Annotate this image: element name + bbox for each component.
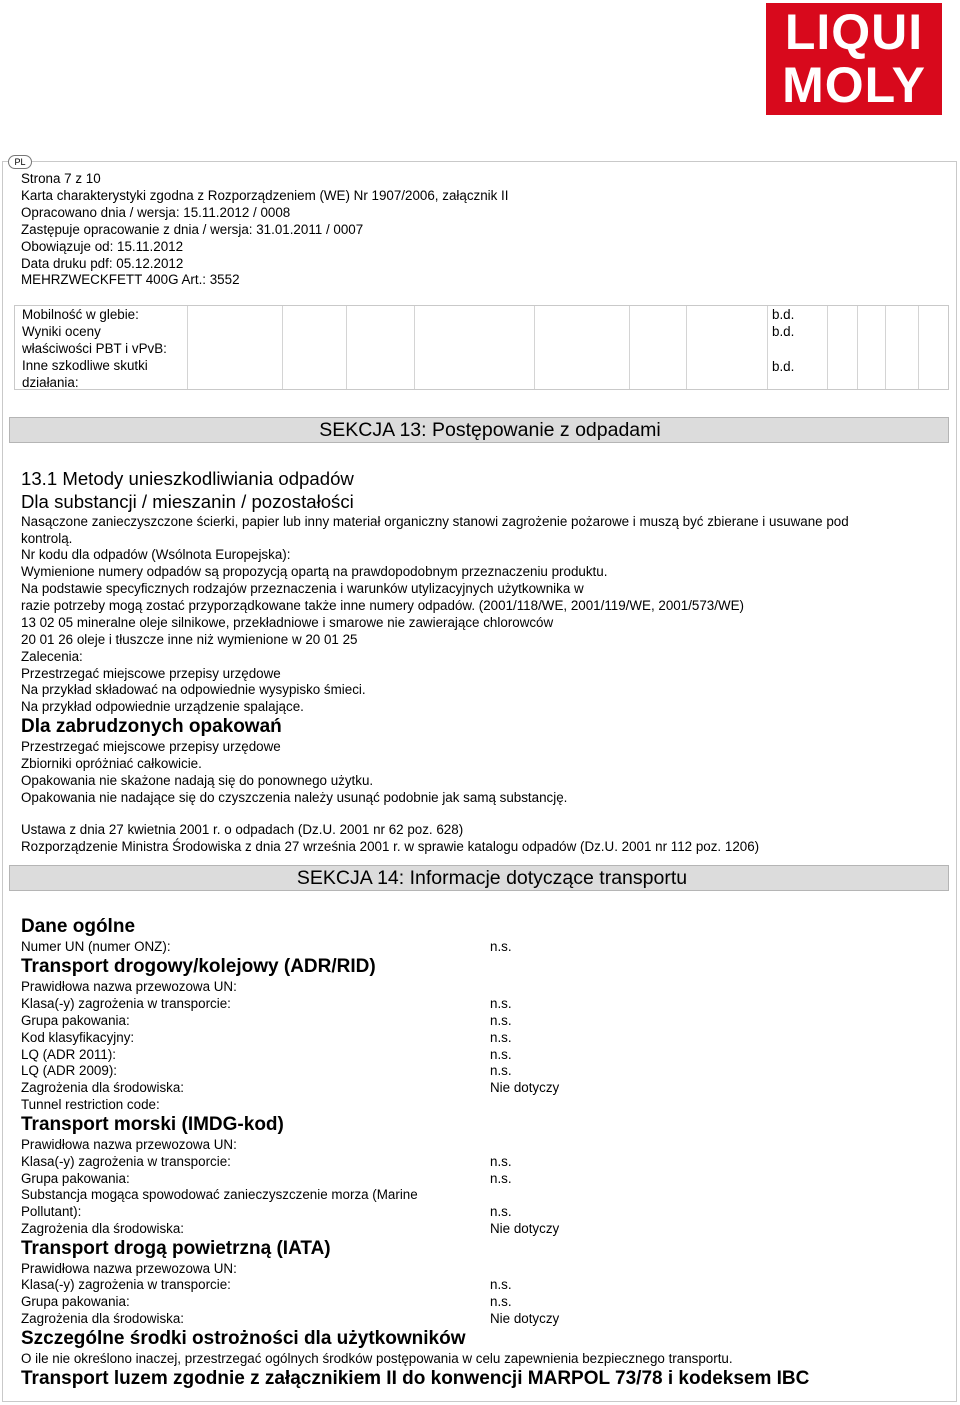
- table-divider: [686, 306, 687, 389]
- heading-packaging: Dla zabrudzonych opakowań: [21, 716, 282, 737]
- row-value-pbt: b.d.: [772, 324, 795, 339]
- header-valid-from: Obowiązuje od: 15.11.2012: [21, 238, 184, 254]
- road-label: Klasa(-y) zagrożenia w transporcie:: [21, 996, 231, 1011]
- sea-label: Klasa(-y) zagrożenia w transporcie:: [21, 1154, 231, 1169]
- row-label-mobility: Mobilność w glebie:: [22, 307, 139, 322]
- heading-air: Transport drogą powietrzną (IATA): [21, 1238, 331, 1259]
- logo-line-2: MOLY: [782, 57, 926, 113]
- liqui-moly-logo: [766, 3, 942, 115]
- text-law-1: Ustawa z dnia 27 kwietnia 2001 r. o odpadach (Dz.U. 2001 nr 62 poz. 628): [21, 822, 464, 837]
- text-soaked-rags-2: kontrolą.: [21, 531, 73, 546]
- road-value: n.s.: [490, 1063, 512, 1078]
- un-number-value: n.s.: [490, 939, 512, 954]
- sea-label: Grupa pakowania:: [21, 1171, 130, 1186]
- text-law-2: Rozporządzenie Ministra Środowiska z dnia 27 września 2001 r. w sprawie katalogu odpadów (Dz.U. 2001 nr 112 poz. 1206): [21, 839, 760, 854]
- road-value: n.s.: [490, 1047, 512, 1062]
- text-rec-1: Przestrzegać miejscowe przepisy urzędowe: [21, 666, 281, 681]
- text-basis-2: razie potrzeby mogą zostać przyporządkowane także inne numery odpadów. (2001/118/WE, 2001/119/WE, 2001/573/WE): [21, 598, 745, 613]
- header-prepared: Opracowano dnia / wersja: 15.11.2012 / 0008: [21, 204, 291, 220]
- text-pack-1: Przestrzegać miejscowe przepisy urzędowe: [21, 739, 281, 754]
- header-print-date: Data druku pdf: 05.12.2012: [21, 255, 184, 271]
- section-14-bar: [9, 865, 949, 891]
- table-divider: [414, 306, 415, 389]
- table-divider: [885, 306, 886, 389]
- row-label-other-2: działania:: [22, 375, 79, 390]
- text-waste-numbers: Wymienione numery odpadów są propozycją opartą na prawdopodobnym przeznaczeniu produktu.: [21, 564, 608, 579]
- air-value: n.s.: [490, 1277, 512, 1292]
- road-label: Zagrożenia dla środowiska:: [21, 1080, 185, 1095]
- table-divider: [534, 306, 535, 389]
- header-page: Strona 7 z 10: [21, 171, 101, 186]
- table-divider: [629, 306, 630, 389]
- row-label-other-1: Inne szkodliwe skutki: [22, 358, 148, 373]
- text-recommendations: Zalecenia:: [21, 649, 83, 664]
- sea-env-value: Nie dotyczy: [490, 1221, 560, 1236]
- sea-env-label: Zagrożenia dla środowiska:: [21, 1221, 185, 1236]
- language-badge: PL: [8, 155, 32, 169]
- road-label: LQ (ADR 2011):: [21, 1047, 117, 1062]
- heading-general: Dane ogólne: [21, 916, 136, 937]
- text-pack-2: Zbiorniki opróżniać całkowicie.: [21, 756, 202, 771]
- document-header: [21, 171, 508, 289]
- table-divider: [857, 306, 858, 389]
- section-14-title: SEKCJA 14: Informacje dotyczące transportu: [296, 867, 688, 889]
- sea-value: n.s.: [490, 1171, 512, 1186]
- heading-road: Transport drogowy/kolejowy (ADR/RID): [21, 956, 376, 977]
- road-value: Nie dotyczy: [490, 1080, 560, 1095]
- road-label: Grupa pakowania:: [21, 1013, 130, 1028]
- un-number-label: Numer UN (numer ONZ):: [21, 939, 171, 954]
- air-value: Nie dotyczy: [490, 1311, 560, 1326]
- header-product: MEHRZWECKFETT 400G Art.: 3552: [21, 272, 240, 288]
- road-value: n.s.: [490, 1030, 512, 1045]
- text-soaked-rags-1: Nasączone zanieczyszczone ścierki, papier lub inny materiał organiczny stanowi zagrożenie pożarowe i muszą być zbierane i usuwane pod: [21, 514, 849, 529]
- air-value: n.s.: [490, 1294, 512, 1309]
- row-value-other: b.d.: [772, 359, 795, 374]
- road-label: LQ (ADR 2009):: [21, 1063, 118, 1078]
- special-precautions-text: O ile nie określono inaczej, przestrzegać ogólnych środków postępowania w celu zapewnienia bezpiecznego transportu.: [21, 1351, 733, 1366]
- text-rec-3: Na przykład odpowiednie urządzenie spalające.: [21, 699, 304, 714]
- text-waste-code-label: Nr kodu dla odpadów (Wsólnota Europejska):: [21, 547, 291, 562]
- text-rec-2: Na przykład składować na odpowiednie wysypisko śmieci.: [21, 682, 366, 697]
- text-pack-3: Opakowania nie skażone nadają się do ponownego użytku.: [21, 773, 374, 788]
- header-replaces: Zastępuje opracowanie z dnia / wersja: 31.01.2011 / 0007: [21, 221, 364, 237]
- section-13-bar: [9, 417, 949, 443]
- text-pack-4: Opakowania nie nadające się do czyszczenia należy usunąć podobnie jak samą substancję.: [21, 790, 568, 805]
- row-value-mobility: b.d.: [772, 307, 795, 322]
- air-label: Klasa(-y) zagrożenia w transporcie:: [21, 1277, 231, 1292]
- air-label: Prawidłowa nazwa przewozowa UN:: [21, 1261, 237, 1276]
- row-label-pbt-2: właściwości PBT i vPvB:: [22, 341, 167, 356]
- sea-value: n.s.: [490, 1154, 512, 1169]
- table-divider: [918, 306, 919, 389]
- heading-special-precautions: Szczególne środki ostrożności dla użytkowników: [21, 1328, 466, 1349]
- road-label: Prawidłowa nazwa przewozowa UN:: [21, 979, 237, 994]
- table-divider: [187, 306, 188, 389]
- road-label: Tunnel restriction code:: [21, 1097, 160, 1112]
- heading-bulk-transport: Transport luzem zgodnie z załącznikiem II do konwencji MARPOL 73/78 i kodeksem IBC: [21, 1368, 810, 1389]
- text-basis-1: Na podstawie specyficznych rodzajów przeznaczenia i warunków utylizacyjnych użytkownika w: [21, 581, 584, 596]
- road-label: Kod klasyfikacyjny:: [21, 1030, 135, 1045]
- section-13-title: SEKCJA 13: Postępowanie z odpadami: [319, 419, 661, 441]
- marine-pollutant-label-2: Pollutant):: [21, 1204, 82, 1219]
- heading-disposal-methods: 13.1 Metody unieszkodliwiania odpadów: [21, 468, 354, 489]
- text-code-130205: 13 02 05 mineralne oleje silnikowe, przekładniowe i smarowe nie zawierające chlorowców: [21, 615, 554, 630]
- marine-pollutant-label-1: Substancja mogąca spowodować zanieczyszczenie morza (Marine: [21, 1187, 418, 1202]
- road-value: n.s.: [490, 996, 512, 1011]
- table-divider: [346, 306, 347, 389]
- sea-label: Prawidłowa nazwa przewozowa UN:: [21, 1137, 237, 1152]
- table-divider: [767, 306, 768, 389]
- table-divider: [827, 306, 828, 389]
- text-code-200126: 20 01 26 oleje i tłuszcze inne niż wymienione w 20 01 25: [21, 632, 358, 647]
- air-label: Zagrożenia dla środowiska:: [21, 1311, 185, 1326]
- table-divider: [282, 306, 283, 389]
- logo-line-1: LIQUI: [784, 4, 924, 60]
- air-label: Grupa pakowania:: [21, 1294, 130, 1309]
- header-title: Karta charakterystyki zgodna z Rozporządzeniem (WE) Nr 1907/2006, załącznik II: [21, 187, 509, 203]
- eco-table: [14, 305, 949, 390]
- road-value: n.s.: [490, 1013, 512, 1028]
- row-label-pbt-1: Wyniki oceny: [22, 324, 101, 339]
- marine-pollutant-value: n.s.: [490, 1204, 512, 1219]
- heading-substances: Dla substancji / mieszanin / pozostałości: [21, 491, 354, 512]
- heading-sea: Transport morski (IMDG-kod): [21, 1114, 284, 1135]
